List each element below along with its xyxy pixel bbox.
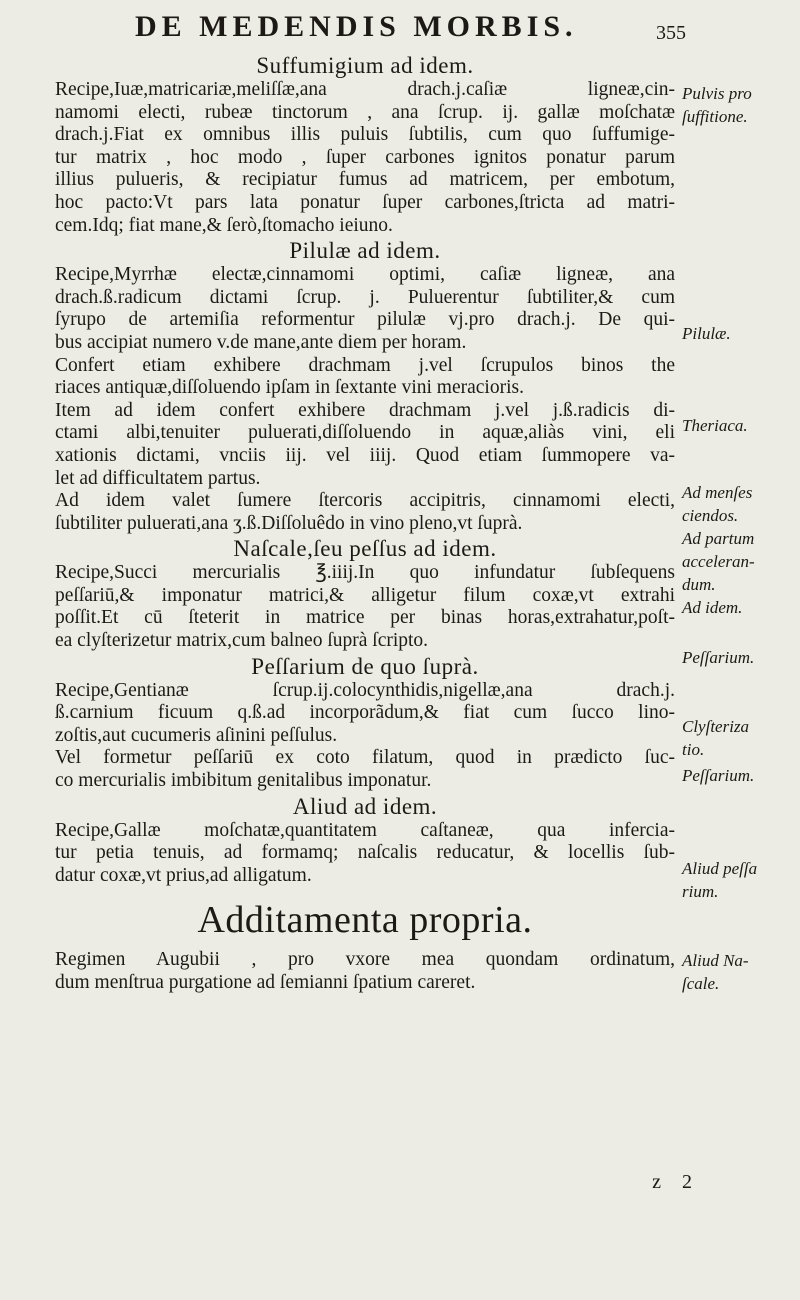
text-line: Recipe,Succi mercurialis ℥.iiij.In quo infundatur ſubſequens — [55, 562, 675, 584]
margin-note: Pilulæ. — [682, 324, 731, 343]
text-line: Recipe,Myrrhæ electæ,cinnamomi optimi, caſiæ ligneæ, ana — [55, 264, 675, 286]
text-line: Confert etiam exhibere drachmam j.vel ſcrupulos binos the — [55, 354, 675, 376]
margin-note: acceleran- — [682, 552, 755, 571]
text-line: tur petia tenuis, ad formamq; naſcalis reducatur, & locellis ſub- — [55, 842, 675, 864]
paragraph — [55, 949, 675, 994]
text-line: zoſtis,aut cucumeris aſinini peſſulus. — [55, 724, 338, 746]
margin-note: ſuffitione. — [682, 107, 748, 126]
margin-note: Ad partum — [682, 529, 755, 548]
text-line: drach.j.Fiat ex omnibus illis puluis ſubtilis, cum quo ſuffumige- — [55, 124, 675, 146]
text-line: datur coxæ,vt prius,ad alligatum. — [55, 864, 312, 886]
running-head: DE MEDENDIS MORBIS. — [135, 10, 578, 43]
text-line: riaces antiquæ,diſſoluendo ipſam in ſextante vini meracioris. — [55, 377, 524, 399]
text-line: Ad idem valet ſumere ſtercoris accipitris, cinnamomi electi, — [55, 490, 675, 512]
margin-note: Clyſteriza — [682, 717, 750, 736]
paragraph — [55, 264, 675, 535]
text-line: bus accipiat numero v.de mane,ante diem per horam. — [55, 331, 467, 353]
section-heading: Peſſarium de quo ſuprà. — [251, 653, 479, 679]
paragraph — [55, 820, 675, 888]
signature-mark: z 2 — [652, 1171, 700, 1193]
margin-note: Theriaca. — [682, 416, 748, 435]
text-line: Regimen Augubii , pro vxore mea quondam ordinatum, — [55, 949, 675, 971]
text-line: poſſit.Et cū ſteterit in matrice per binas horas,extrahatur,poſt- — [55, 607, 675, 629]
text-line: ß.carnium ficuum q.ß.ad incorporãdum,& fiat cum ſucco lino- — [55, 702, 675, 724]
text-line: ctami albi,tenuiter puluerati,diſſoluendo in aquæ,aliàs vini, eli — [55, 422, 675, 444]
margin-note: Aliud peſſa — [682, 859, 758, 878]
text-line: co mercurialis imbibitum genitalibus imponatur. — [55, 770, 432, 792]
paragraph — [55, 79, 675, 237]
margin-note: rium. — [682, 882, 719, 901]
page-number: 355 — [656, 22, 686, 44]
paragraph — [55, 680, 675, 793]
page-header — [0, 8, 800, 48]
text-line: Item ad idem confert exhibere drachmam j.vel j.ß.radicis di- — [55, 399, 675, 421]
margin-note: Aliud Na- — [682, 951, 749, 970]
section-heading: Aliud ad idem. — [292, 793, 438, 819]
text-line: hoc pacto:Vt pars lata ponatur ſuper carbones,ſtricta ad matri- — [55, 191, 675, 213]
margin-note: Peſſarium. — [682, 766, 755, 785]
text-line: Recipe,Iuæ,matricariæ,meliſſæ,ana drach.j.caſiæ ligneæ,cin- — [55, 79, 675, 100]
text-line: drach.ß.radicum dictami ſcrup. j. Puluerentur ſubtiliter,& cum — [55, 286, 675, 308]
main-text — [55, 52, 675, 995]
section-heading: Suffumigium ad idem. — [256, 53, 474, 78]
margin-note: Peſſarium. — [682, 648, 755, 667]
text-line: tur matrix , hoc modo , ſuper carbones ignitos ponatur parum — [55, 146, 675, 168]
text-line: ſyrupo de artemiſia reformentur pilulæ vj.pro drach.j. De qui- — [55, 309, 675, 331]
text-line: Recipe,Gallæ moſchatæ,quantitatem caſtaneæ, qua infercia- — [55, 819, 675, 841]
text-line: dum menſtrua purgatione ad ſemianni ſpatium careret. — [55, 972, 476, 993]
section-heading: Pilulæ ad idem. — [289, 238, 441, 264]
section-heading: Naſcale,ſeu peſſus ad idem. — [233, 536, 497, 562]
paragraph — [55, 562, 675, 652]
text-line: ſubtiliter puluerati,ana ʒ.ß.Diſſoluêdo in vino pleno,vt ſuprà. — [55, 512, 523, 534]
text-line: ea clyſterizetur matrix,cum balneo ſuprà ſcripto. — [55, 630, 429, 652]
margin-note: ſcale. — [682, 974, 720, 993]
text-line: xationis dictami, vnciis iij. vel iiij. Quod etiam ſummopere va- — [55, 444, 675, 466]
margin-note: Ad menſes — [682, 483, 753, 502]
margin-note: tio. — [682, 740, 705, 759]
margin-note: Pulvis pro — [682, 84, 752, 103]
margin-note: dum. — [682, 575, 716, 594]
text-line: Recipe,Gentianæ ſcrup.ij.colocynthidis,nigellæ,ana drach.j. — [55, 679, 675, 701]
margin-note: ciendos. — [682, 506, 739, 525]
margin-note: Ad idem. — [682, 598, 743, 617]
text-line: namomi electi, rubeæ tinctorum , ana ſcrup. ij. gallæ moſchatæ — [55, 101, 675, 123]
text-line: Vel formetur peſſariū ex coto filatum, quod in prædicto ſuc- — [55, 747, 675, 769]
text-line: let ad difficultatem partus. — [55, 467, 261, 489]
text-line: peſſariū,& imponatur matrici,& alligetur filum coxæ,vt extrahi — [55, 584, 675, 606]
text-line: illius pulueris, & recipiatur fumus ad matricem, per embotum, — [55, 169, 675, 191]
chapter-heading: Additamenta propria. — [197, 899, 533, 942]
text-line: cem.Idq; fiat mane,& ſerò,ſtomacho ieiuno. — [55, 214, 393, 236]
